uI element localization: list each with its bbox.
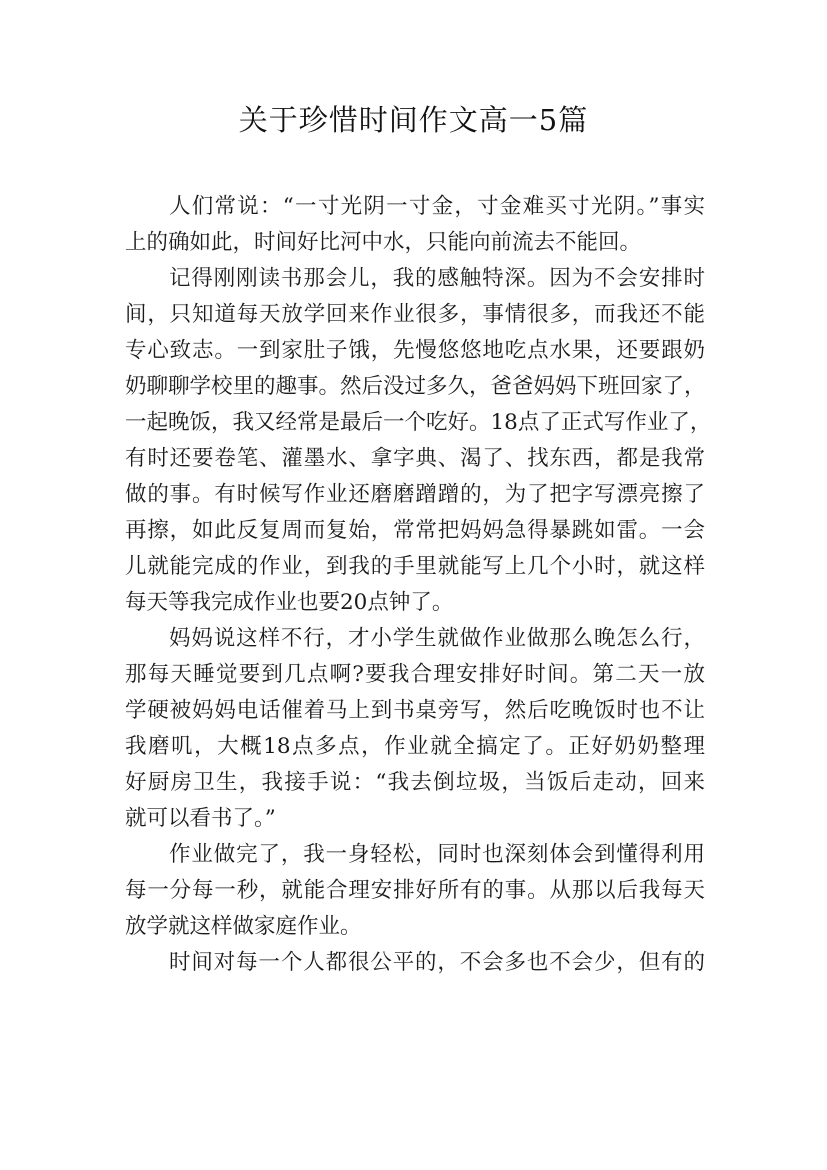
- text-line: 放学就这样做家庭作业。: [125, 914, 362, 939]
- text-line: 我磨叽，大概18点多点，作业就全搞定了。正好奶奶整理: [125, 734, 705, 759]
- text-line: 人们常说：“一寸光阴一寸金，寸金难买寸光阴。”事实: [169, 194, 705, 219]
- document-title: 关于珍惜时间作文高一5篇: [238, 103, 589, 137]
- text-line: 那每天睡觉要到几点啊?要我合理安排好时间。第二天一放: [125, 662, 705, 687]
- text-line: 有时还要卷笔、灌墨水、拿字典、渴了、找东西，都是我常: [125, 446, 705, 471]
- text-line: 每天等我完成作业也要20点钟了。: [125, 590, 454, 615]
- text-line: 记得刚刚读书那会儿，我的感触特深。因为不会安排时: [169, 266, 705, 291]
- text-line: 学硬被妈妈电话催着马上到书桌旁写，然后吃晚饭时也不让: [125, 698, 705, 723]
- text-line: 好厨房卫生，我接手说：“我去倒垃圾，当饭后走动，回来: [125, 770, 705, 795]
- text-line: 一起晚饭，我又经常是最后一个吃好。18点了正式写作业了，: [125, 410, 712, 435]
- text-line: 每一分每一秒，就能合理安排好所有的事。从那以后我每天: [125, 878, 705, 903]
- document-body: [125, 189, 712, 981]
- text-line: 上的确如此，时间好比河中水，只能向前流去不能回。: [125, 230, 642, 255]
- text-line: 做的事。有时候写作业还磨磨蹭蹭的，为了把字写漂亮擦了: [125, 482, 705, 507]
- text-line: 就可以看书了。”: [125, 806, 276, 831]
- text-line: 时间对每一个人都很公平的，不会多也不会少，但有的: [169, 950, 705, 975]
- text-line: 奶聊聊学校里的趣事。然后没过多久，爸爸妈妈下班回家了，: [125, 374, 706, 399]
- text-line: 间，只知道每天放学回来作业很多，事情很多，而我还不能: [125, 302, 705, 327]
- text-line: 作业做完了，我一身轻松，同时也深刻体会到懂得利用: [169, 842, 705, 867]
- text-line: 再擦，如此反复周而复始，常常把妈妈急得暴跳如雷。一会: [125, 518, 705, 543]
- text-line: 妈妈说这样不行，才小学生就做作业做那么晚怎么行，: [169, 626, 705, 651]
- text-line: 儿就能完成的作业，到我的手里就能写上几个小时，就这样: [125, 554, 705, 579]
- text-line: 专心致志。一到家肚子饿，先慢悠悠地吃点水果，还要跟奶: [125, 338, 705, 363]
